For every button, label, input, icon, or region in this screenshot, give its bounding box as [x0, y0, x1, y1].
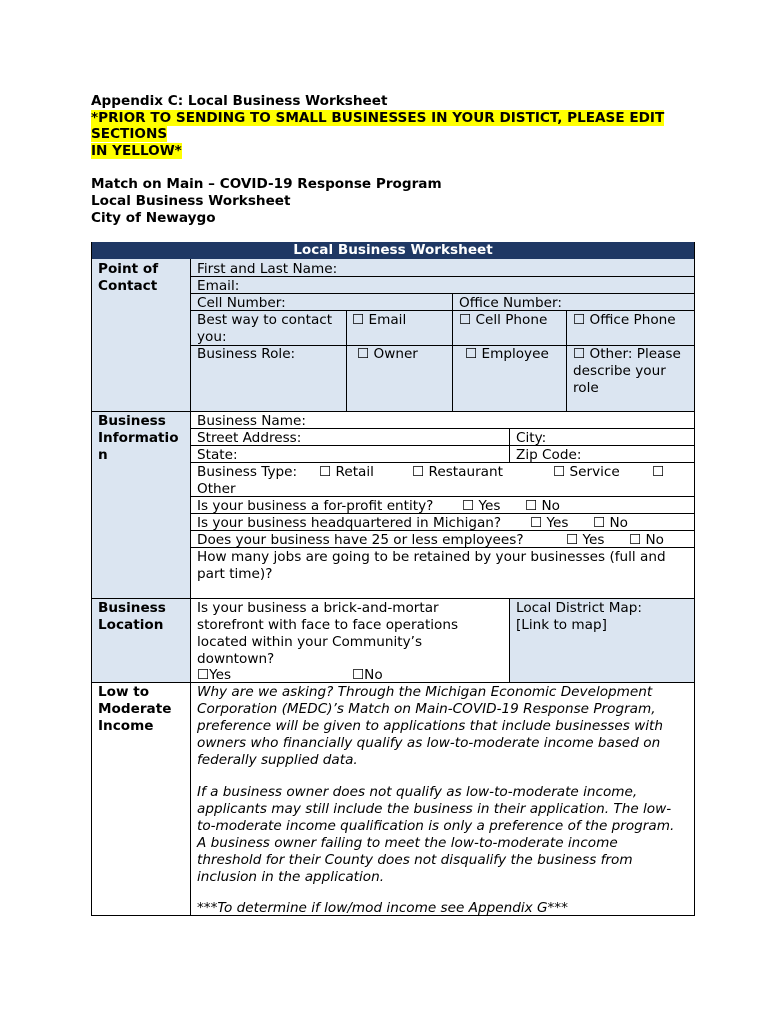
contact-cell-checkbox[interactable]: ☐ Cell Phone	[459, 312, 548, 328]
for-profit-yes-checkbox[interactable]: ☐ Yes	[462, 498, 501, 514]
business-role-label: Business Role:	[197, 346, 296, 362]
michigan-hq-question: Is your business headquartered in Michigan?	[197, 515, 502, 531]
for-profit-question: Is your business a for-profit entity?	[197, 498, 434, 514]
street-address-field[interactable]: Street Address:	[197, 430, 302, 446]
for-profit-no-checkbox[interactable]: ☐ No	[525, 498, 560, 514]
appendix-title: Appendix C: Local Business Worksheet	[91, 93, 388, 109]
warning-line-1: *PRIOR TO SENDING TO SMALL BUSINESSES IN YOUR DISTICT, PLEASE EDIT	[91, 110, 665, 126]
storefront-no-checkbox[interactable]: ☐No	[352, 667, 383, 683]
cell-number-field[interactable]: Cell Number:	[197, 295, 286, 311]
program-title: Match on Main – COVID-19 Response Program	[91, 176, 442, 192]
type-other-label: Other	[197, 481, 236, 497]
warning-line-3: IN YELLOW*	[91, 143, 182, 159]
business-type-label: Business Type:	[197, 464, 298, 480]
employees-no-checkbox[interactable]: ☐ No	[629, 532, 664, 548]
zip-code-field[interactable]: Zip Code:	[516, 447, 582, 463]
business-name-field[interactable]: Business Name:	[197, 413, 306, 429]
storefront-question: Is your business a brick-and-mortar storefront with face to face operations located within your Community’s downtown?	[197, 600, 459, 667]
contact-name-field[interactable]: First and Last Name:	[197, 261, 338, 277]
role-employee-checkbox[interactable]: ☐ Employee	[465, 346, 549, 362]
table-title: Local Business Worksheet	[91, 242, 695, 259]
role-other-checkbox[interactable]: ☐ Other: Please describe your role	[573, 346, 681, 396]
income-explanation-paragraph-1: Why are we asking? Through the Michigan Economic Development Corporation (MEDC)’s Match on Main-COVID-19 Response Program, preference will be given to applications that include businesses with owners who financially qualify as low-to-moderate income based on federally supplied data.	[197, 684, 663, 768]
office-number-field[interactable]: Office Number:	[459, 295, 562, 311]
city-name: City of Newaygo	[91, 210, 216, 226]
type-other-checkbox[interactable]: ☐	[652, 464, 665, 480]
district-map-link[interactable]: [Link to map]	[516, 617, 607, 633]
type-service-checkbox[interactable]: ☐ Service	[553, 464, 620, 480]
contact-office-checkbox[interactable]: ☐ Office Phone	[573, 312, 676, 328]
jobs-retained-question[interactable]: How many jobs are going to be retained by your businesses (full and part time)?	[197, 549, 666, 582]
district-map-label: Local District Map:	[516, 600, 642, 616]
type-retail-checkbox[interactable]: ☐ Retail	[319, 464, 374, 480]
warning-line-2: SECTIONS	[91, 126, 168, 142]
michigan-hq-yes-checkbox[interactable]: ☐ Yes	[530, 515, 569, 531]
appendix-g-note: ***To determine if low/mod income see Appendix G***	[197, 900, 568, 916]
employees-question: Does your business have 25 or less employees?	[197, 532, 524, 548]
michigan-hq-no-checkbox[interactable]: ☐ No	[593, 515, 628, 531]
business-location-label: Business Location	[98, 600, 166, 633]
poc-label: Point of Contact	[98, 261, 159, 294]
role-owner-checkbox[interactable]: ☐ Owner	[357, 346, 418, 362]
worksheet-title: Local Business Worksheet	[91, 193, 291, 209]
contact-email-checkbox[interactable]: ☐ Email	[352, 312, 407, 328]
best-contact-label: Best way to contact you:	[197, 312, 333, 345]
type-restaurant-checkbox[interactable]: ☐ Restaurant	[412, 464, 503, 480]
contact-email-field[interactable]: Email:	[197, 278, 240, 294]
low-moderate-income-label: Low to Moderate Income	[98, 684, 172, 734]
employees-yes-checkbox[interactable]: ☐ Yes	[566, 532, 605, 548]
state-field[interactable]: State:	[197, 447, 238, 463]
storefront-yes-checkbox[interactable]: ☐Yes	[197, 667, 232, 683]
city-field[interactable]: City:	[516, 430, 547, 446]
income-explanation-paragraph-2: If a business owner does not qualify as low-to-moderate income, applicants may still include the business in their application. The low- to-moderate income qualification is only a preference of the program. A business owner failing to meet the low-to-moderate income threshold for their County does not disqualify the business from inclusion in the application.	[197, 784, 675, 885]
business-info-label: Business Informatio n	[98, 413, 179, 463]
